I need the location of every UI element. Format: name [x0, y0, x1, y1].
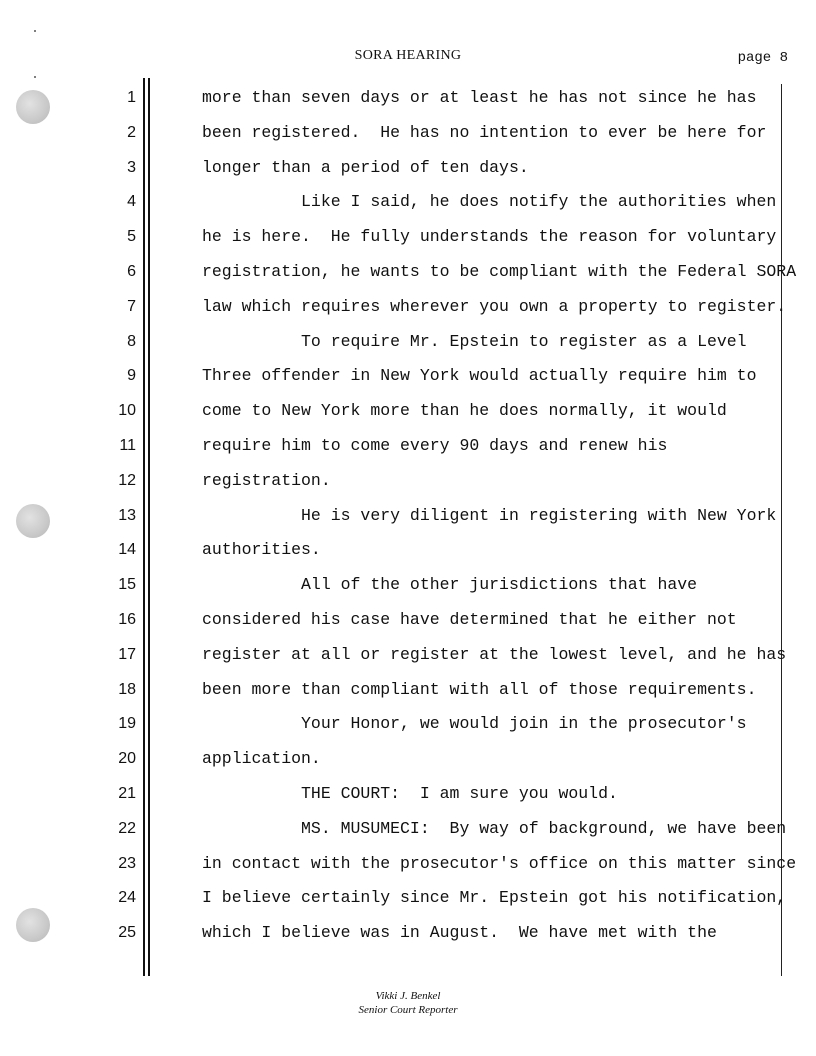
line-number: 14	[118, 541, 136, 558]
transcript-line: authorities.	[202, 540, 321, 559]
line-number: 11	[119, 437, 136, 454]
transcript-line: registration, he wants to be compliant with the Federal SORA	[202, 262, 797, 281]
transcript-line: MS. MUSUMECI: By way of background, we have been	[202, 819, 787, 838]
line-number: 7	[127, 298, 136, 315]
line-number: 13	[118, 507, 136, 524]
transcript-line: He is very diligent in registering with New York	[202, 506, 777, 525]
line-number: 8	[127, 333, 136, 350]
transcript-line: THE COURT: I am sure you would.	[202, 784, 618, 803]
transcript-line: more than seven days or at least he has not since he has	[202, 88, 757, 107]
transcript-line: been registered. He has no intention to ever be here for	[202, 123, 767, 142]
line-number: 2	[127, 124, 136, 141]
line-number: 18	[118, 681, 136, 698]
line-number: 16	[118, 611, 136, 628]
transcript-line: Like I said, he does notify the authorities when	[202, 192, 777, 211]
line-number: 20	[118, 750, 136, 767]
line-number: 24	[118, 889, 136, 906]
transcript-line: considered his case have determined that he either not	[202, 610, 737, 629]
line-number: 10	[118, 402, 136, 419]
line-number: 4	[127, 193, 136, 210]
punch-hole-middle	[16, 504, 50, 538]
reporter-name: Vikki J. Benkel	[375, 990, 441, 1002]
line-number: 9	[127, 367, 136, 384]
transcript-line: Your Honor, we would join in the prosecutor's	[202, 714, 747, 733]
transcript-line: Three offender in New York would actually require him to	[202, 366, 757, 385]
transcript-line: law which requires wherever you own a property to register.	[202, 297, 787, 316]
transcript-line: been more than compliant with all of those requirements.	[202, 680, 757, 699]
line-number: 19	[118, 715, 136, 732]
line-number: 15	[118, 576, 136, 593]
right-margin-line	[781, 84, 782, 976]
transcript-line: register at all or register at the lowest level, and he has	[202, 645, 787, 664]
line-number: 1	[127, 89, 136, 106]
left-margin-line-outer	[143, 78, 145, 976]
line-number: 12	[118, 472, 136, 489]
reporter-title: Senior Court Reporter	[358, 1004, 458, 1016]
header-title: SORA HEARING	[354, 48, 462, 63]
line-number: 23	[118, 855, 136, 872]
transcript-line: I believe certainly since Mr. Epstein got his notification,	[202, 888, 787, 907]
transcript-line: application.	[202, 749, 321, 768]
transcript-line: registration.	[202, 471, 331, 490]
transcript-line: he is here. He fully understands the reason for voluntary	[202, 227, 777, 246]
punch-hole-top	[16, 90, 50, 124]
transcript-line: To require Mr. Epstein to register as a Level	[202, 332, 747, 351]
transcript-line: which I believe was in August. We have met with the	[202, 923, 717, 942]
line-number: 5	[127, 228, 136, 245]
line-number: 3	[127, 159, 136, 176]
transcript-line: All of the other jurisdictions that have	[202, 575, 698, 594]
line-number: 22	[118, 820, 136, 837]
line-number: 21	[118, 785, 136, 802]
line-number: 6	[127, 263, 136, 280]
scan-speck	[34, 30, 36, 32]
page-number: page 8	[737, 50, 788, 66]
line-number: 25	[118, 924, 136, 941]
transcript-line: come to New York more than he does normally, it would	[202, 401, 727, 420]
punch-hole-bottom	[16, 908, 50, 942]
left-margin-line-inner	[148, 78, 150, 976]
transcript-line: require him to come every 90 days and renew his	[202, 436, 668, 455]
scan-speck	[34, 76, 36, 78]
line-number: 17	[118, 646, 136, 663]
transcript-line: in contact with the prosecutor's office on this matter since	[202, 854, 797, 873]
transcript-line: longer than a period of ten days.	[202, 158, 529, 177]
